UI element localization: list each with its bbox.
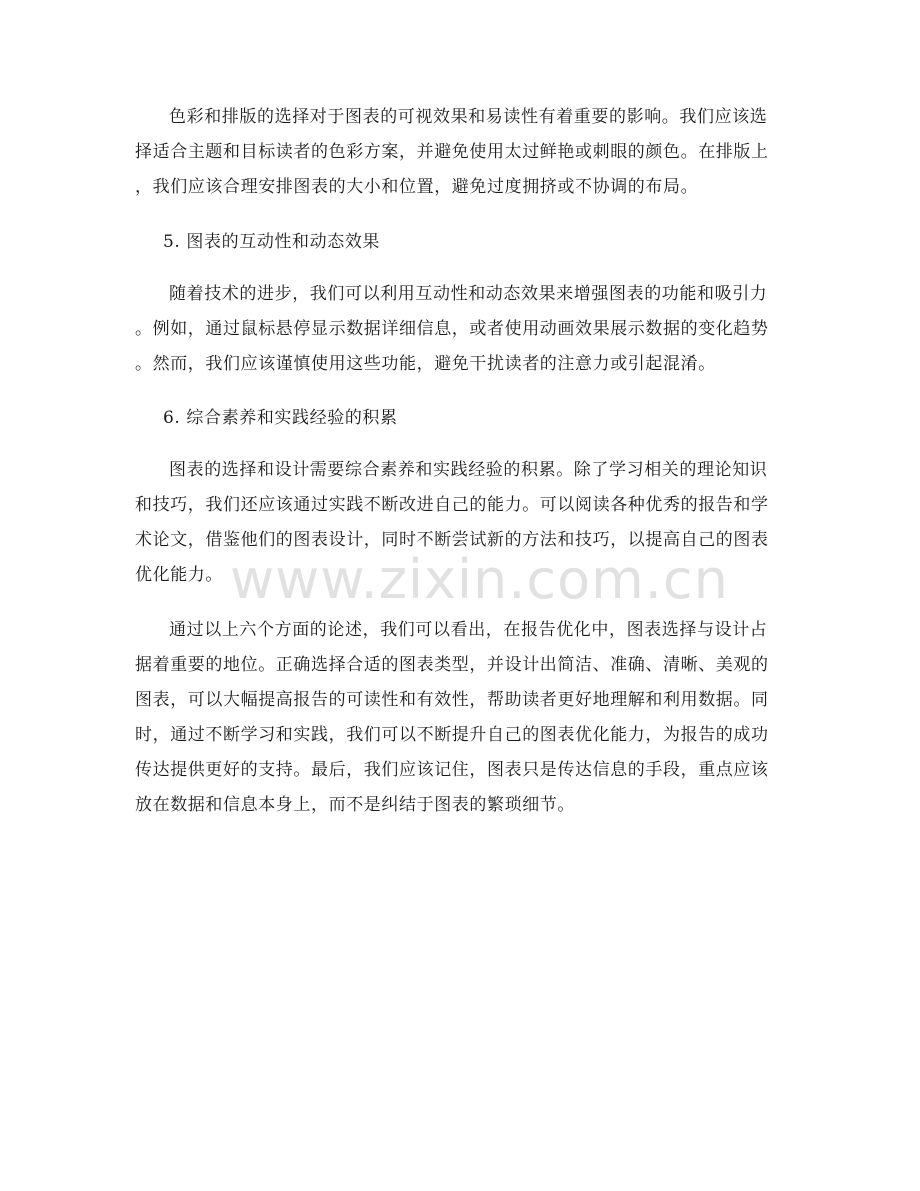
section-heading-6: 6. 综合素养和实践经验的积累: [163, 408, 398, 428]
text-line: 图表，可以大幅提高报告的可读性和有效性，帮助读者更好地理解和利用数据。同: [135, 690, 769, 710]
text-line: 术论文，借鉴他们的图表设计，同时不断尝试新的方法和技巧，以提高自己的图表: [135, 530, 769, 550]
text-line: 优化能力。: [135, 565, 223, 585]
text-line: 通过以上六个方面的论述，我们可以看出，在报告优化中，图表选择与设计占: [169, 620, 768, 640]
text-line: 据着重要的地位。正确选择合适的图表类型，并设计出简洁、准确、清晰、美观的: [135, 655, 769, 675]
section-heading-5: 5. 图表的互动性和动态效果: [163, 232, 381, 252]
text-line: 图表的选择和设计需要综合素养和实践经验的积累。除了学习相关的理论知识: [169, 460, 768, 480]
text-line: 传达提供更好的支持。最后，我们应该记住，图表只是传达信息的手段，重点应该: [135, 760, 769, 780]
watermark: www.zixin.com.cn: [230, 548, 729, 611]
text-line: 随着技术的进步，我们可以利用互动性和动态效果来增强图表的功能和吸引力: [169, 284, 768, 304]
text-line: 。例如，通过鼠标悬停显示数据详细信息，或者使用动画效果展示数据的变化趋势: [135, 319, 769, 339]
text-line: 时，通过不断学习和实践，我们可以不断提升自己的图表优化能力，为报告的成功: [135, 725, 769, 745]
text-line: 放在数据和信息本身上，而不是纠结于图表的繁琐细节。: [135, 795, 575, 815]
text-line: 择适合主题和目标读者的色彩方案，并避免使用太过鲜艳或刺眼的颜色。在排版上: [135, 142, 769, 162]
text-line: 。然而，我们应该谨慎使用这些功能，避免干扰读者的注意力或引起混淆。: [135, 354, 716, 374]
text-line: 色彩和排版的选择对于图表的可视效果和易读性有着重要的影响。我们应该选: [169, 107, 768, 127]
text-line: ，我们应该合理安排图表的大小和位置，避免过度拥挤或不协调的布局。: [135, 177, 699, 197]
text-line: 和技巧，我们还应该通过实践不断改进自己的能力。可以阅读各种优秀的报告和学: [135, 495, 769, 515]
